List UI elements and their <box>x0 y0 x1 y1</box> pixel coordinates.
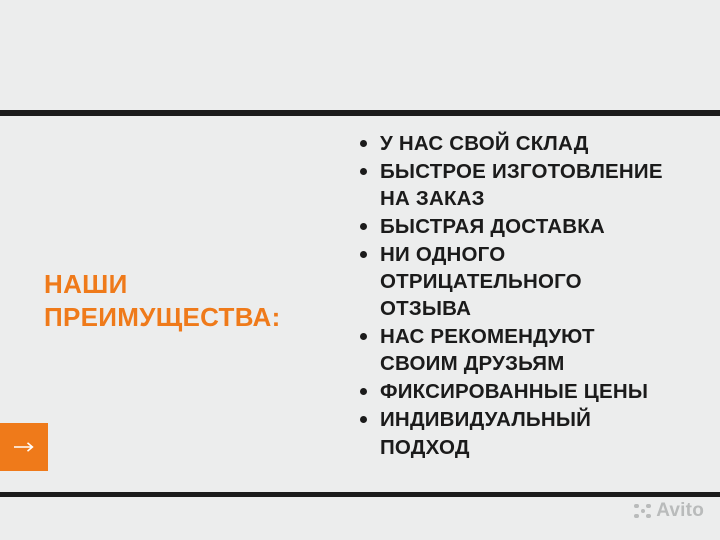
list-item <box>357 323 702 377</box>
list-item <box>357 213 702 240</box>
bottom-band <box>0 497 720 540</box>
list-item <box>357 158 702 212</box>
avito-dots-icon <box>634 503 651 520</box>
list-item-line: БЫСТРОЕ ИЗГОТОВЛЕНИЕ <box>380 160 663 184</box>
list-item-line: ОТРИЦАТЕЛЬНОГО <box>380 270 582 294</box>
top-divider <box>0 110 720 116</box>
list-item <box>357 241 702 322</box>
list-item-line: БЫСТРАЯ ДОСТАВКА <box>380 215 605 239</box>
list-item-line: У НАС СВОЙ СКЛАД <box>380 132 589 155</box>
watermark <box>634 500 704 522</box>
advantages-list <box>357 130 702 462</box>
list-item-line: НИ ОДНОГО <box>380 243 506 267</box>
arrow-right-icon <box>13 441 35 453</box>
list-item-line: ПОДХОД <box>380 435 470 459</box>
top-band <box>0 0 720 110</box>
list-item-line: НАС РЕКОМЕНДУЮТ <box>380 325 595 349</box>
list-item-line: СВОИМ ДРУЗЬЯМ <box>380 352 565 376</box>
list-item-line: ИНДИВИДУАЛЬНЫЙ <box>380 408 592 432</box>
list-item-line: ФИКСИРОВАННЫЕ ЦЕНЫ <box>380 380 649 404</box>
list-item-line: ОТЗЫВА <box>380 297 472 321</box>
list-item <box>357 378 702 405</box>
page-title-line-1: НАШИ <box>44 269 128 299</box>
watermark-label: Avito <box>656 500 704 521</box>
page-title-line-2: ПРЕИМУЩЕСТВА: <box>44 302 281 333</box>
list-item-line: НА ЗАКАЗ <box>380 187 485 211</box>
page-title <box>44 268 344 335</box>
list-item <box>357 130 702 157</box>
list-item <box>357 406 702 460</box>
next-slide-button[interactable] <box>0 423 48 471</box>
